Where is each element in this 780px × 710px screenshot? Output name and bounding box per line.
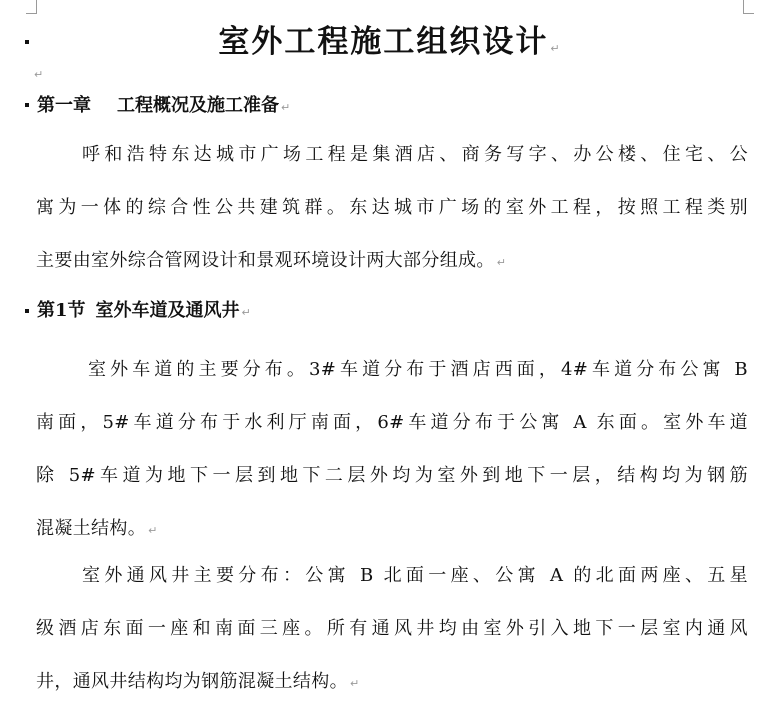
section-heading[interactable] [37, 298, 251, 326]
paragraph-line: 主要由室外综合管网设计和景观环境设计两大部分组成。 ↵ [36, 250, 507, 271]
paragraph-line: 井，通风井结构均为钢筋混凝土结构。 ↵ [36, 671, 360, 692]
chapter-heading[interactable] [37, 93, 290, 121]
paragraph-line: 级酒店东面一座和南面三座。所有通风井均由室外引入地下一层室内通风 [36, 618, 748, 639]
section-title: 室外车道及通风井 [95, 300, 240, 321]
paragraph-line: 南面，5#车道分布于水利厅南面，6#车道分布于公寓 A 东面。室外车道 [36, 412, 748, 433]
crop-mark-top-left [36, 0, 37, 14]
paragraph-line: 除 5#车道为地下一层到地下二层外均为室外到地下一层，结构均为钢筋 [36, 465, 748, 486]
body-paragraph-1[interactable] [36, 128, 748, 289]
document-title-text: 室外工程施工组织设计 [218, 24, 549, 60]
paragraph-mark-icon: ↵ [241, 306, 251, 319]
crop-mark-top-left-h [26, 13, 36, 14]
paragraph-mark-icon: ↵ [496, 256, 507, 269]
paragraph-line: 混凝土结构。 ↵ [36, 518, 158, 539]
body-paragraph-2[interactable] [36, 343, 748, 557]
paragraph-mark-icon: ↵ [550, 42, 562, 55]
paragraph-line: 室外车道的主要分布。3#车道分布于酒店西面，4#车道分布公寓 B [88, 359, 748, 380]
section-label: 第1节 [37, 300, 86, 321]
paragraph-line: 寓为一体的综合性公共建筑群。东达城市广场的室外工程，按照工程类别 [36, 197, 748, 218]
paragraph-mark-icon: ↵ [148, 524, 158, 537]
paragraph-mark-icon: ↵ [349, 677, 360, 690]
paragraph-line: 室外通风井主要分布：公寓 B 北面一座、公寓 A 的北面两座、五星 [82, 565, 748, 586]
chapter-title: 工程概况及施工准备 [117, 95, 279, 116]
chapter-label: 第一章 [37, 95, 91, 116]
paragraph-mark-icon: ↵ [34, 68, 44, 81]
document-title[interactable] [0, 20, 780, 71]
body-paragraph-3[interactable] [36, 549, 748, 710]
crop-mark-top-right-h [744, 13, 754, 14]
section-list-bullet [25, 309, 29, 313]
paragraph-line: 呼和浩特东达城市广场工程是集酒店、商务写字、办公楼、住宅、公 [82, 144, 748, 165]
crop-mark-top-right [743, 0, 744, 14]
paragraph-mark-icon: ↵ [281, 101, 291, 114]
chapter-list-bullet [25, 103, 29, 107]
